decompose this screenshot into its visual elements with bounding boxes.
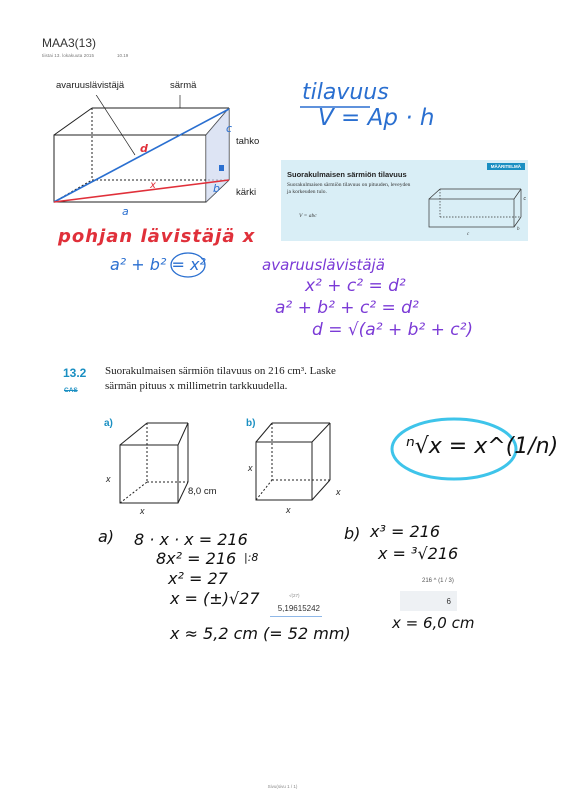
svg-text:c: c: [467, 232, 470, 237]
hand-a-label: a): [98, 527, 115, 546]
calc-sqrt-result: 5,19615242: [270, 601, 322, 617]
svg-text:b: b: [517, 227, 520, 232]
label-a: a: [122, 205, 129, 218]
circle-x2: [168, 250, 208, 280]
label-vertex: kärki: [236, 187, 257, 198]
label-x: x: [150, 180, 156, 191]
label-space-diagonal: avaruuslävistäjä: [56, 80, 125, 91]
hand-a5: x ≈ 5,2 cm (= 52 mm): [170, 624, 351, 643]
hand-a2: 8x² = 216: [156, 549, 237, 568]
definition-tag: MÄÄRITELMÄ: [487, 163, 525, 170]
task-sub-a: a): [104, 418, 113, 429]
definition-label-c: c: [523, 196, 526, 202]
definition-cuboid: [424, 183, 524, 238]
cas-icon: CAS: [64, 387, 78, 394]
figure-a-cuboid: [110, 420, 190, 510]
fig-a-height: 8,0 cm: [188, 486, 217, 497]
hand-space-diag-word: avaruuslävistäjä: [262, 256, 385, 274]
calc-cbrt-input: 216 ^ (1 / 3): [422, 578, 454, 584]
fig-a-x1: x: [106, 474, 111, 484]
label-d: d: [140, 142, 148, 155]
hand-a4: x = (±)√27: [170, 589, 260, 608]
definition-formula: V = abc: [299, 213, 317, 219]
task-sub-b: b): [246, 418, 256, 429]
label-b: b: [213, 182, 220, 195]
label-face: tahko: [236, 136, 260, 147]
page-date: tiistai 13. lokakuuta 2015: [42, 53, 95, 58]
definition-title: Suorakulmaisen särmiön tilavuus: [287, 170, 407, 179]
page-time: 10.19: [117, 53, 129, 58]
hand-eq3: d = √(a² + b² + c²): [312, 320, 474, 340]
hand-b1: x³ = 216: [370, 522, 440, 541]
hand-eq1: x² + c² = d²: [305, 276, 406, 296]
fig-b-x2: x: [286, 505, 291, 515]
figure-b-cuboid: [252, 420, 342, 505]
definition-box: [281, 160, 528, 241]
definition-body: Suorakulmaisen särmiön tilavuus on pituuden, leveyden ja korkeuden tulo.: [287, 182, 411, 195]
hand-a1: 8 · x · x = 216: [134, 530, 248, 549]
calc-cbrt-result: 6: [400, 591, 457, 611]
hand-volume-word: tilavuus: [302, 80, 389, 105]
hand-root-rule: ⁿ√x = x^(1/n): [406, 434, 559, 459]
calc-sqrt-input: √(27): [289, 593, 300, 598]
fig-a-x2: x: [140, 506, 145, 516]
fig-b-x1: x: [248, 463, 253, 473]
hand-volume-formula: V = Ap · h: [318, 105, 435, 131]
hand-eq2: a² + b² + c² = d²: [275, 298, 419, 318]
task-number: 13.2: [63, 366, 87, 380]
hand-pythagoras-base: a² + b² = x²: [110, 255, 206, 274]
hand-a2b: |:8: [244, 551, 259, 564]
cuboid-figure: [40, 95, 280, 220]
label-edge: särmä: [170, 80, 197, 91]
hand-b-label: b): [344, 524, 361, 543]
page-footer: Sivu(sivu 1 / 1): [267, 784, 298, 789]
hand-a3: x² = 27: [168, 569, 228, 588]
label-c: c: [226, 122, 233, 135]
hand-base-diagonal: pohjan lävistäjä x: [58, 226, 256, 247]
hand-b3: x = 6,0 cm: [392, 614, 475, 632]
fig-b-x3: x: [336, 487, 341, 497]
hand-b2: x = ³√216: [378, 544, 459, 563]
page-title: MAA3(13): [42, 36, 97, 50]
task-text: Suorakulmaisen särmiön tilavuus on 216 cm³. Laske särmän pituus x millimetrin tarkkuudella.: [105, 365, 336, 392]
